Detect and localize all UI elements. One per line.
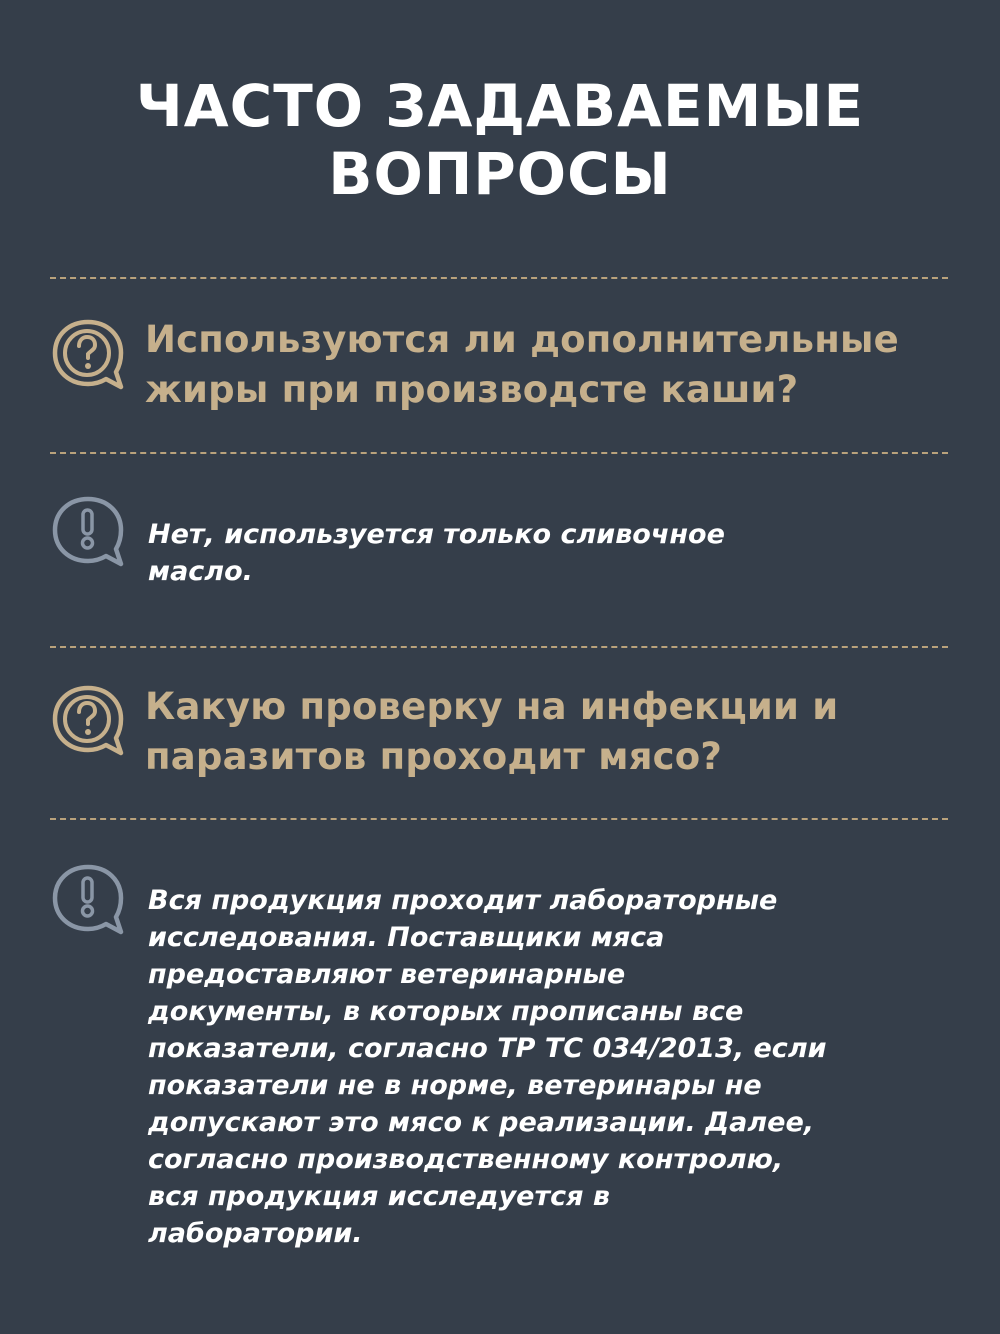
question-bubble-icon	[50, 317, 126, 393]
page-title	[0, 72, 1000, 208]
faq-answer-2-line-9: вся продукция исследуется в	[148, 1181, 610, 1212]
faq-answer-2-line-5: показатели, согласно ТР ТС 034/2013, если	[148, 1033, 827, 1064]
faq-answer-2-line-3: предоставляют ветеринарные	[148, 959, 626, 990]
exclamation-bubble-icon	[50, 494, 126, 570]
faq-question-1-line-1: Используются ли дополнительные	[145, 318, 899, 361]
faq-answer-2-line-2: исследования. Поставщики мяса	[148, 922, 665, 953]
divider	[50, 646, 948, 648]
divider	[50, 452, 948, 454]
faq-answer-2-line-6: показатели не в норме, ветеринары не	[148, 1070, 762, 1101]
faq-answer-2-line-4: документы, в которых прописаны все	[148, 996, 744, 1027]
faq-answer-1	[148, 516, 948, 590]
faq-answer-2-line-10: лаборатории.	[148, 1218, 363, 1249]
question-bubble-icon	[50, 683, 126, 759]
faq-answer-2-line-8: согласно производственному контролю,	[148, 1144, 784, 1175]
faq-question-1-line-2: жиры при производсте каши?	[145, 368, 799, 411]
faq-answer-1-line-1: Нет, используется только сливочное	[148, 519, 725, 550]
faq-answer-1-line-2: масло.	[148, 556, 253, 587]
faq-question-2-line-1: Какую проверку на инфекции и	[145, 685, 839, 728]
faq-question-1	[145, 315, 965, 415]
faq-answer-2-line-1: Вся продукция проходит лабораторные	[148, 885, 778, 916]
faq-question-2	[145, 682, 965, 782]
page-title-line-2: ВОПРОСЫ	[328, 140, 672, 208]
page-title-line-1: ЧАСТО ЗАДАВАЕМЫЕ	[135, 72, 865, 140]
faq-question-2-line-2: паразитов проходит мясо?	[145, 735, 723, 778]
divider	[50, 277, 948, 279]
faq-answer-2	[148, 882, 948, 1252]
divider	[50, 818, 948, 820]
exclamation-bubble-icon	[50, 862, 126, 938]
faq-answer-2-line-7: допускают это мясо к реализации. Далее,	[148, 1107, 815, 1138]
